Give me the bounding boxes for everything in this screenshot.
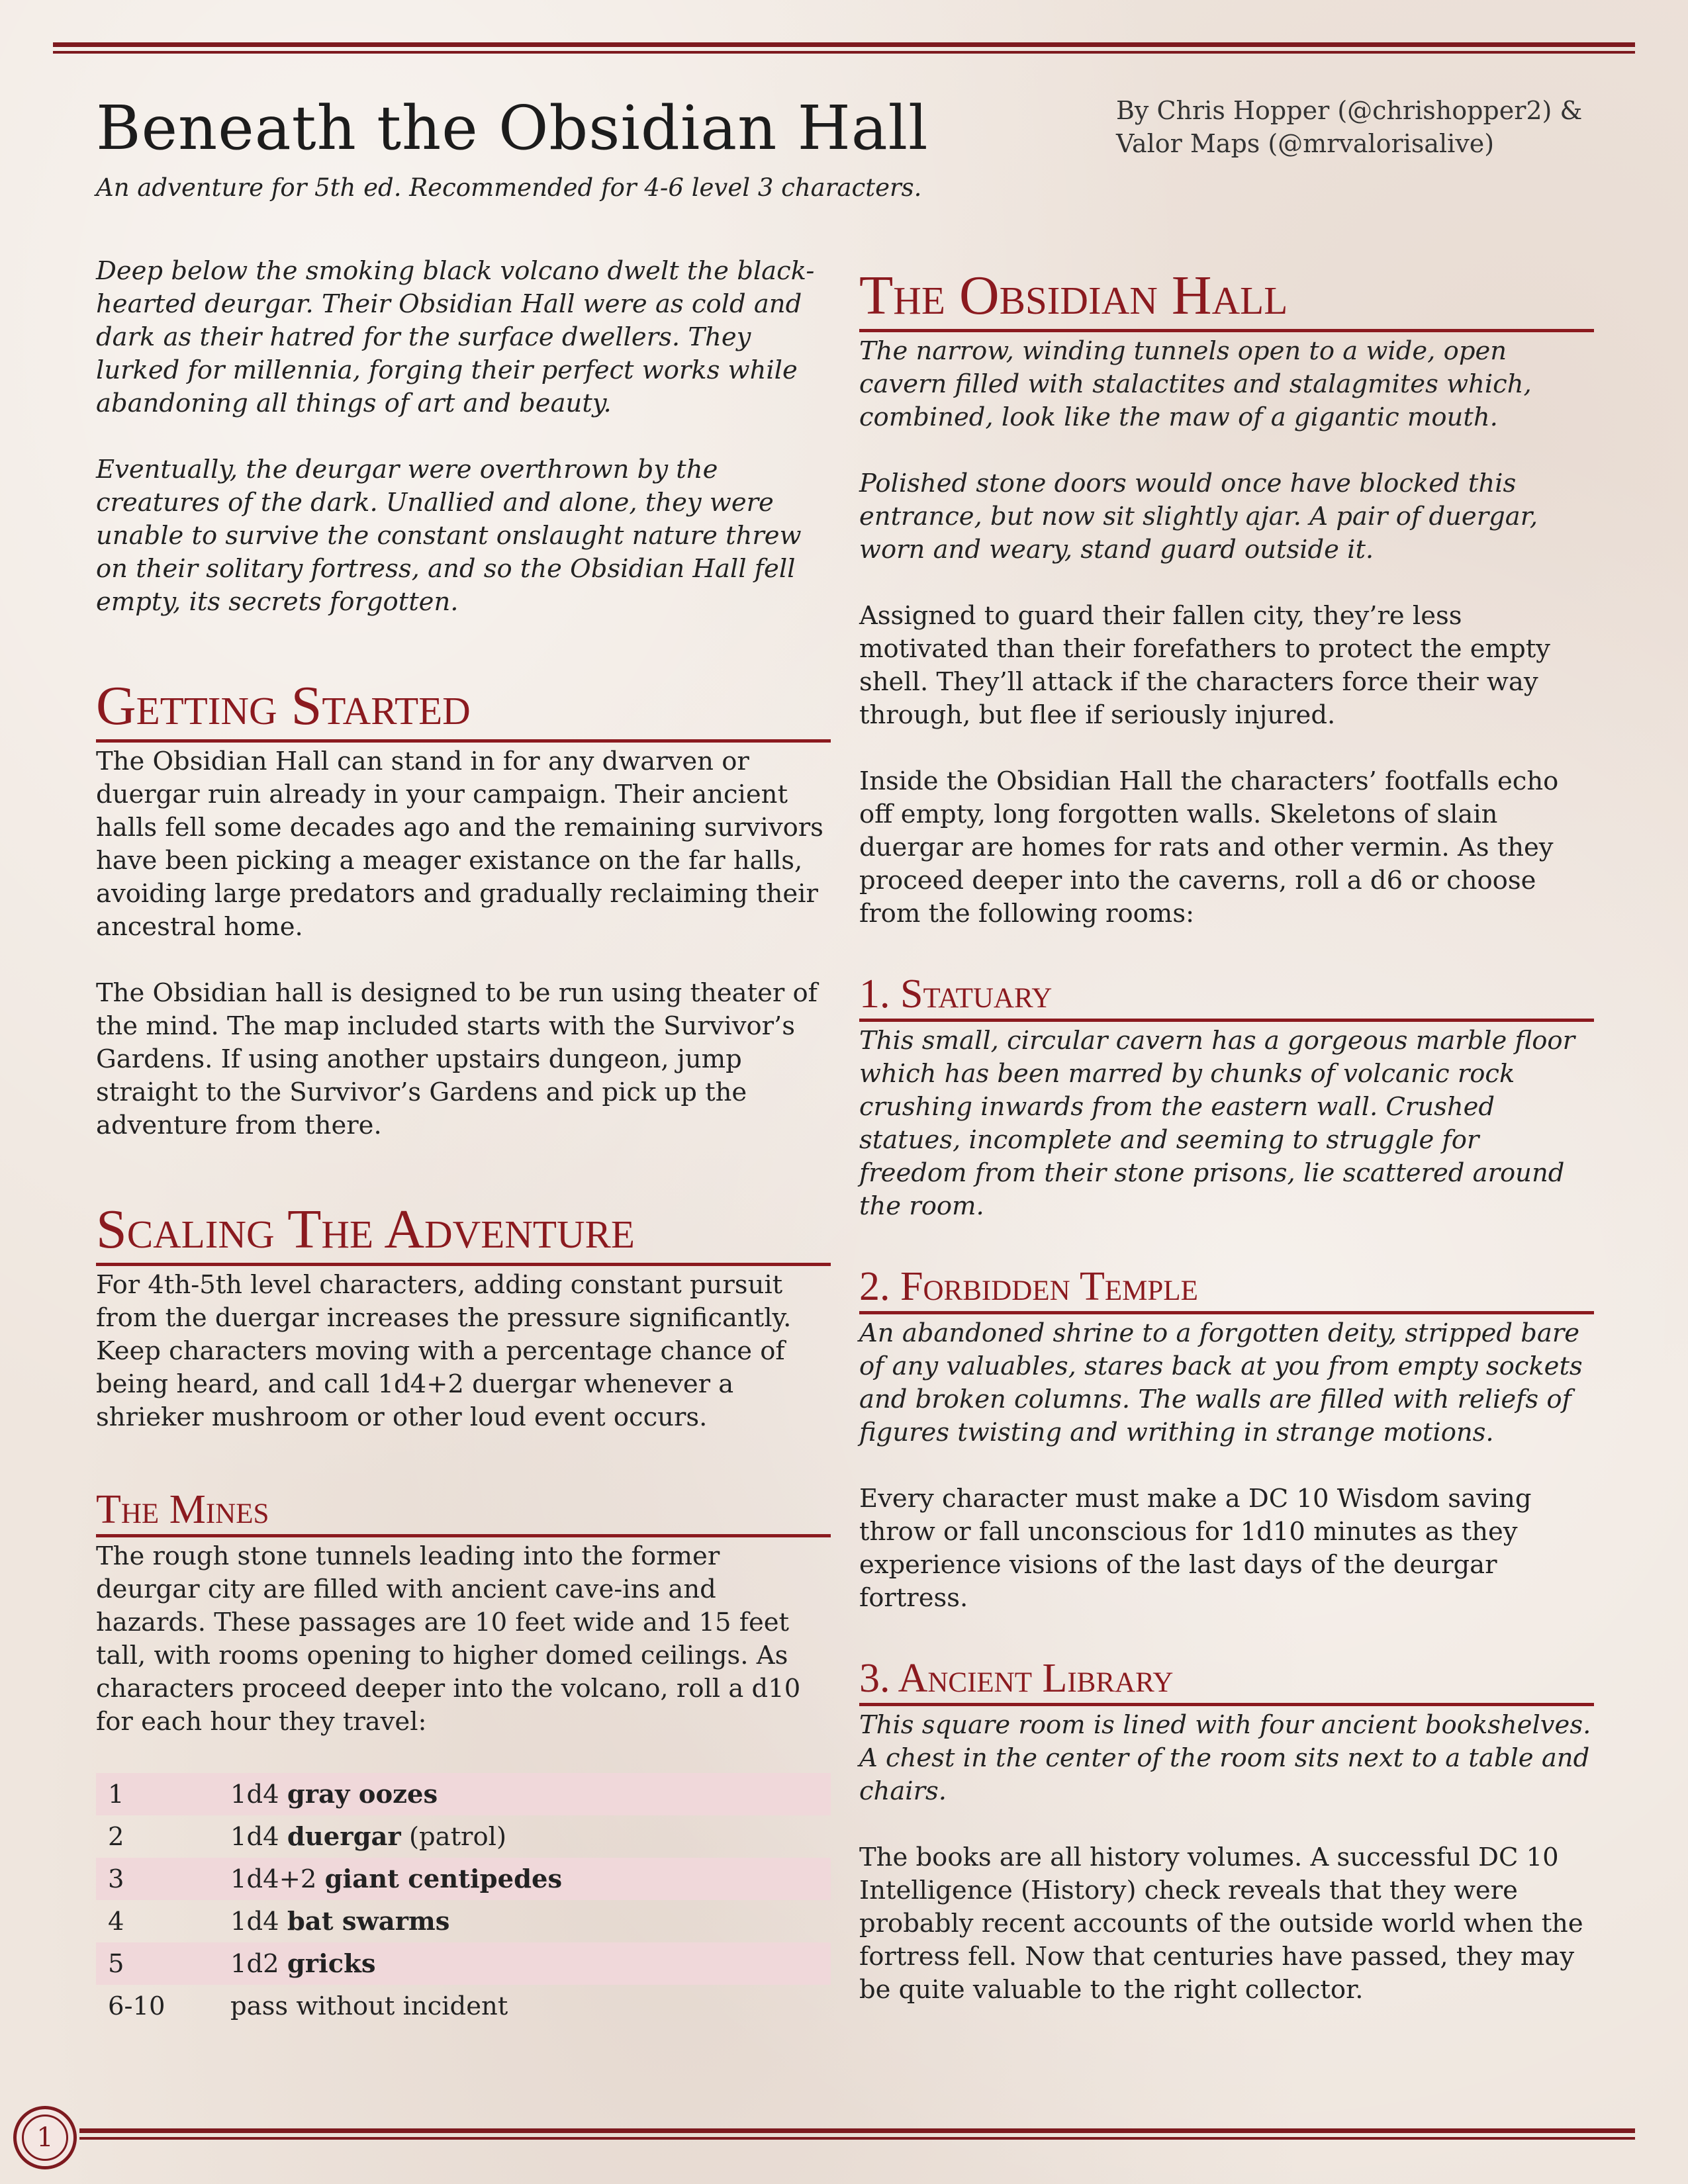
statuary-paragraph: This small, circular cavern has a gorgeous marble floor which has been marred by chunks of volcanic rock crushing inwards from the eastern wall. Crushed statues, incomplete and seeming to struggle for freedom from their stone prisons, lie scattered around the room. bbox=[859, 1026, 1575, 1222]
page-subtitle: An adventure for 5th ed. Recommended for 4-6 level 3 characters. bbox=[96, 173, 922, 202]
result-cell: 1d4 bat swarms bbox=[230, 1906, 450, 1936]
getting-started-paragraph-2: The Obsidian hall is designed to be run using theater of the mind. The map included starts with the Survivor’s Gardens. If using another upstairs dungeon, jump straight to the Survivor’s Gardens and pick up the adventure from there. bbox=[96, 978, 818, 1141]
getting-started-paragraph-1: The Obsidian Hall can stand in for any dwarven or duergar ruin already in your campaign. Their ancient halls fell some decades ago and the remaining survivors have been picking a meager existance on the far halls, avoiding large predators and gradually reclaiming their ancestral home. bbox=[96, 747, 823, 942]
heading-getting-started: Getting Started bbox=[96, 677, 831, 743]
table-row bbox=[96, 1900, 831, 1942]
mines-paragraph: The rough stone tunnels leading into the former deurgar city are filled with ancient cave-ins and hazards. These passages are 10 feet wide and 15 feet tall, with rooms opening to higher domed ceilings. As characters proceed deeper into the volcano, roll a d10 for each hour they travel: bbox=[96, 1541, 801, 1737]
result-cell: 1d2 gricks bbox=[230, 1942, 831, 1985]
library-paragraph-1: This square room is lined with four ancient bookshelves. A chest in the center of the room sits next to a table and chairs. bbox=[859, 1710, 1591, 1807]
result-cell: pass without incident bbox=[230, 1991, 508, 2021]
byline-line-2: Valor Maps (@mrvalorisalive) bbox=[1116, 129, 1495, 158]
left-column bbox=[96, 255, 831, 2027]
encounter-table bbox=[96, 1773, 831, 2027]
result-cell: 1d4+2 giant centipedes bbox=[230, 1858, 831, 1900]
roll-cell: 5 bbox=[96, 1942, 230, 1985]
heading-forbidden-temple: 2. Forbidden Temple bbox=[859, 1265, 1594, 1314]
roll-cell: 4 bbox=[108, 1906, 124, 1936]
hall-paragraph-2: Polished stone doors would once have blocked this entrance, but now sit slightly ajar. A pair of duergar, worn and weary, stand guard outside it. bbox=[859, 469, 1538, 565]
top-border-rule bbox=[53, 42, 1635, 54]
table-row bbox=[96, 1858, 831, 1900]
right-column bbox=[859, 255, 1594, 2007]
roll-cell: 6-10 bbox=[108, 1991, 165, 2021]
table-row bbox=[96, 1985, 831, 2027]
hall-paragraph-3: Assigned to guard their fallen city, they’re less motivated than their forefathers to protect the empty shell. They’ll attack if the characters force their way through, but flee if seriously injured. bbox=[859, 601, 1550, 731]
heading-the-mines: The Mines bbox=[96, 1488, 831, 1537]
result-cell: 1d4 duergar (patrol) bbox=[230, 1821, 506, 1852]
hall-paragraph-4: Inside the Obsidian Hall the characters’ footfalls echo off empty, long forgotten walls. Skeletons of slain duergar are homes for rats and other vermin. As they proceed deeper into the caverns, roll a d6 or choose from the following rooms: bbox=[859, 766, 1559, 929]
intro-paragraph-2: Eventually, the deurgar were overthrown by the creatures of the dark. Unallied and alone, they were unable to survive the constant onslaught nature threw on their solitary fortress, and so the Obsidian Hall fell empty, its secrets forgotten. bbox=[96, 455, 802, 617]
scaling-paragraph: For 4th-5th level characters, adding constant pursuit from the duergar increases the pressure significantly. Keep characters moving with a percentage chance of being heard, and call 1d4+2 duergar whenever a shrieker mushroom or other loud event occurs. bbox=[96, 1270, 792, 1433]
roll-cell: 1 bbox=[96, 1773, 230, 1815]
table-row bbox=[96, 1773, 831, 1815]
roll-cell: 2 bbox=[108, 1821, 124, 1852]
table-row bbox=[96, 1815, 831, 1858]
heading-obsidian-hall: The Obsidian Hall bbox=[859, 267, 1594, 332]
library-paragraph-2: The books are all history volumes. A successful DC 10 Intelligence (History) check reveals that they were probably recent accounts of the outside world when the fortress fell. Now that centuries have passed, they may be quite valuable to the right collector. bbox=[859, 1843, 1583, 2005]
byline-line-1: By Chris Hopper (@chrishopper2) & bbox=[1116, 96, 1583, 125]
heading-ancient-library: 3. Ancient Library bbox=[859, 1657, 1594, 1706]
bottom-border-rule bbox=[79, 2128, 1635, 2140]
heading-statuary: 1. Statuary bbox=[859, 973, 1594, 1022]
temple-paragraph-1: An abandoned shrine to a forgotten deity, stripped bare of any valuables, stares back at you from empty sockets and broken columns. The walls are filled with reliefs of figures twisting and writhing in strange motions. bbox=[859, 1318, 1583, 1448]
page-number: 1 bbox=[36, 2122, 54, 2153]
result-cell: 1d4 gray oozes bbox=[230, 1773, 831, 1815]
heading-scaling: Scaling The Adventure bbox=[96, 1201, 831, 1266]
roll-cell: 3 bbox=[96, 1858, 230, 1900]
table-row bbox=[96, 1942, 831, 1985]
page-number-badge bbox=[13, 2106, 77, 2169]
temple-paragraph-2: Every character must make a DC 10 Wisdom saving throw or fall unconscious for 1d10 minutes as they experience visions of the last days of the deurgar fortress. bbox=[859, 1484, 1532, 1614]
byline bbox=[1116, 94, 1582, 160]
intro-paragraph-1: Deep below the smoking black volcano dwelt the black-hearted deurgar. Their Obsidian Hall were as cold and dark as their hatred for the surface dwellers. They lurked for millennia, forging their perfect works while abandoning all things of art and beauty. bbox=[96, 256, 815, 418]
page-title: Beneath the Obsidian Hall bbox=[96, 93, 929, 163]
hall-paragraph-1: The narrow, winding tunnels open to a wide, open cavern filled with stalactites and stalagmites which, combined, look like the maw of a gigantic mouth. bbox=[859, 336, 1532, 433]
